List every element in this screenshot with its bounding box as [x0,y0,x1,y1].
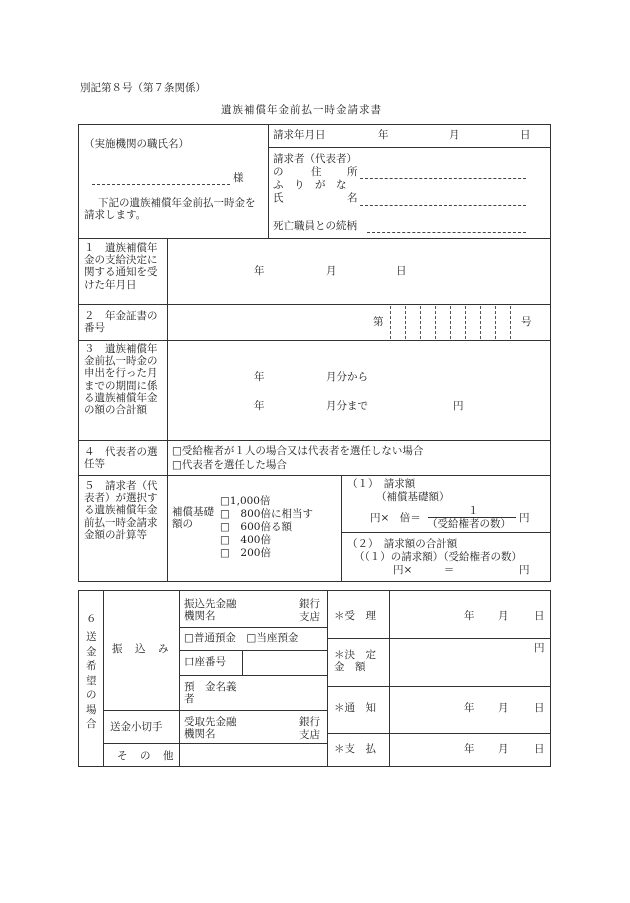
furigana-label: ふ り が な [273,179,347,191]
relation-field[interactable] [367,232,526,233]
address-field[interactable] [360,178,526,179]
address-ju: 住 [311,166,322,178]
sama-label: 様 [233,172,244,184]
account-number-label: 口座番号 [184,656,226,668]
request-year: 年 [378,129,389,141]
decision-label: ＊決 定金 額 [334,649,376,674]
calc1-formula: 円× 倍＝ [370,512,421,524]
form-reference: 別記第８号（第７条関係） [80,82,206,94]
row2-go: 号 [521,316,532,328]
calc2-formula: 円× ＝ [393,564,455,576]
accept-year: 年 [464,610,475,622]
agency-label: （実施機関の職氏名） [84,138,189,150]
row3-label: ３ 遺族補償年金前払一時金の申出を行った月までの期間に係る遺族補償年金の額の合計額 [84,343,158,417]
notice-label: ＊通 知 [334,702,376,714]
request-day: 日 [520,129,531,141]
calc1-denominator: （受給権者の数） [427,518,511,530]
row2-dai: 第 [373,316,384,328]
row3-year1: 年 [254,371,265,383]
request-date-label: 請求年月日 [273,129,326,141]
calc2-sub: （（１）の請求額）（受給権者の数） [354,551,522,563]
depositor-label: 預 金名義者 [184,681,237,706]
row1-year: 年 [254,265,265,277]
address-sho: 所 [347,166,358,178]
section6-number: ６ [86,613,97,625]
base-amount-label: 補償基礎額の [172,506,214,531]
account-type-options[interactable]: □普通預金 □当座預金 [184,632,299,644]
branch-suffix: 支店 [299,611,320,623]
recv-bank-label: 受取先金融機関名 [184,716,237,741]
calc2-yen: 円 [519,564,530,576]
bank-label: 振込先金融機関名 [184,598,237,623]
payment-year: 年 [464,743,475,755]
name-mei: 名 [347,192,358,204]
page-title: 遺族補償年金前払一時金請求書 [221,104,382,116]
row3-yen: 円 [453,400,464,412]
bank-suffix: 銀行 [299,598,320,610]
name-shi: 氏 [273,192,284,204]
payment-label: ＊支 払 [334,743,376,755]
notice-year: 年 [464,702,475,714]
request-month: 月 [449,129,460,141]
section6-label: 送金希望の場合 [86,631,97,730]
row3-year2: 年 [254,400,265,412]
calc1-sub: （補償基礎額） [376,491,450,503]
agency-name-field[interactable] [92,184,230,185]
row1-day: 日 [396,265,407,277]
multiplier-option-1000[interactable]: □1,000倍 [220,495,271,507]
request-text: 下記の遺族補償年金前払一時金を請求します。 [84,197,256,222]
recv-bank-suffix: 銀行 [299,716,320,728]
multiplier-option-800[interactable]: □ 800倍に相当す [220,508,313,520]
row2-label: ２ 年金証書の番号 [84,310,158,335]
calc1-yen: 円 [519,512,530,524]
row1-month: 月 [326,265,337,277]
row1-label: １ 遺族補償年金の支給決定に関する通知を受けた年月日 [84,242,158,291]
recv-branch-suffix: 支店 [299,729,320,741]
payment-day: 日 [534,743,545,755]
check-label: 送金小切手 [110,721,163,733]
row5-label: ５ 請求者（代表者）が選択する遺族補償年金前払一時金請求金額の計算等 [84,480,158,541]
accept-label: ＊受 理 [334,610,376,622]
row4-option-single[interactable]: □受給権者が１人の場合又は代表者を選任しない場合 [172,445,424,457]
notice-month: 月 [498,702,509,714]
accept-day: 日 [534,610,545,622]
claimant-label: 請求者（代表者） [273,153,357,165]
calc1-numerator: １ [468,505,479,517]
row4-label: ４ 代表者の選任等 [84,446,158,471]
payment-month: 月 [498,743,509,755]
row3-to: 月分まで [326,400,368,412]
decision-yen: 円 [534,642,545,654]
relation-label: 死亡職員との続柄 [273,220,357,232]
calc2-title: （２） 請求額の合計額 [347,538,458,550]
multiplier-option-200[interactable]: □ 200倍 [220,547,271,559]
other-label: そ の 他 [117,750,175,762]
address-no: の [273,166,284,178]
row4-option-representative[interactable]: □代表者を選任した場合 [172,459,287,471]
accept-month: 月 [498,610,509,622]
notice-day: 日 [534,702,545,714]
name-field[interactable] [360,205,526,206]
multiplier-option-600[interactable]: □ 600倍る額 [220,521,292,533]
multiplier-option-400[interactable]: □ 400倍 [220,534,271,546]
calc1-title: （１） 請求額 [347,478,416,490]
furikomi-label: 振 込 み [112,643,170,655]
row3-from: 月分から [326,371,368,383]
